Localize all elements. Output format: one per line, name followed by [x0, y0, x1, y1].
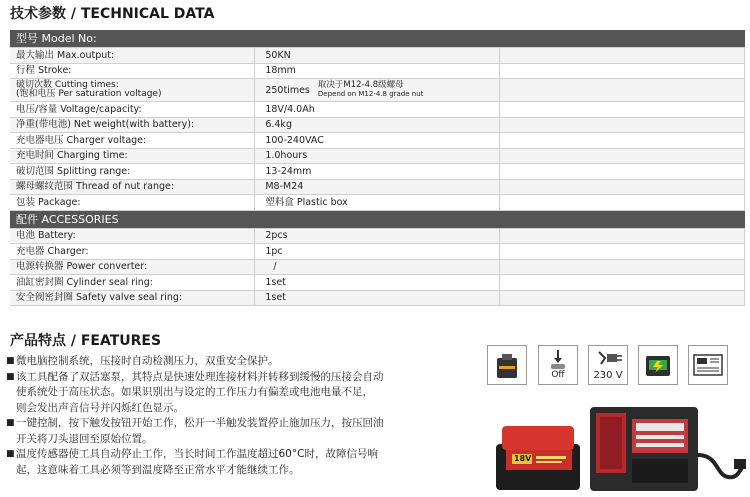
spec-value	[255, 148, 500, 164]
spec-value	[255, 48, 500, 64]
spec-value-text: 18mm	[265, 65, 296, 77]
spec-label: 电压/容量 Voltage/capacity:	[10, 102, 255, 118]
table-row	[10, 63, 745, 79]
spec-value-text: 18V/4.0Ah	[265, 103, 315, 115]
spec-empty-cell	[500, 133, 745, 149]
table-row	[10, 259, 745, 275]
accessory-value	[255, 228, 500, 244]
spec-value-text: 塑料盒 Plastic box	[265, 196, 348, 208]
spec-value	[255, 164, 500, 180]
spec-empty-cell	[500, 102, 745, 118]
feature-line: 一键控制，按下触发按钮开始工作，松开一半触发装置停止施加压力，按压回油	[16, 417, 384, 429]
spec-label	[10, 79, 255, 102]
feature-line: 该工具配备了双活塞泵，其特点是快速处理连接材料并转移到缓慢的压接会自动	[16, 370, 384, 383]
spec-label-line2: (饱和电压 Per saturation voltage)	[16, 89, 162, 99]
spec-value	[255, 133, 500, 149]
table-row	[10, 290, 745, 306]
spec-empty-cell	[500, 259, 745, 275]
accessory-label: 电源转换器 Power converter:	[10, 259, 255, 275]
spec-value	[255, 195, 500, 211]
spec-empty-cell	[500, 48, 745, 64]
table-row	[10, 102, 745, 118]
accessory-value-text: 1set	[265, 276, 286, 288]
spec-label: 最大输出 Max.output:	[10, 48, 255, 64]
spec-label: 包装 Package:	[10, 195, 255, 211]
accessory-value-text: 1set	[265, 292, 286, 304]
accessory-label: 油缸密封圈 Cylinder seal ring:	[10, 275, 255, 291]
spec-value	[255, 79, 500, 102]
features-list	[6, 354, 431, 478]
list-item	[6, 354, 431, 370]
spec-value	[255, 179, 500, 195]
spec-value	[255, 102, 500, 118]
spec-value-text: 1.0hours	[265, 150, 308, 162]
battery-voltage-label: 18V	[514, 454, 532, 463]
spec-value-text: 250times	[265, 84, 310, 96]
spec-label: 行程 Stroke:	[10, 63, 255, 79]
accessories-header-row	[10, 210, 745, 228]
feature-line: 开关将刀头退回至原始位置。	[16, 432, 153, 445]
feature-line: 则会发出声音信号并闪烁红色显示。	[16, 401, 184, 414]
spec-label: 充电时间 Charging time:	[10, 148, 255, 164]
list-item	[6, 416, 431, 447]
spec-label: 螺母螺纹范围 Thread of nut range:	[10, 179, 255, 195]
charger-image	[588, 405, 748, 493]
switch-off-label: Off	[551, 370, 565, 380]
spec-empty-cell	[500, 290, 745, 306]
list-item	[6, 370, 431, 417]
model-header-row	[10, 30, 745, 48]
table-row	[10, 195, 745, 211]
feature-line: 使系统处于高压状态。如果识别出与设定的工作压力有偏差或电池电量不足，	[16, 386, 373, 398]
spec-empty-cell	[500, 164, 745, 180]
spec-value-text: 100-240VAC	[265, 134, 324, 146]
spec-empty-cell	[500, 228, 745, 244]
accessory-value-text: 2pcs	[265, 230, 288, 242]
spec-value-text: 13-24mm	[265, 165, 312, 177]
spec-empty-cell	[500, 117, 745, 133]
accessory-label: 充电器 Charger:	[10, 244, 255, 260]
accessory-value	[255, 244, 500, 260]
spec-label-line1: 破切次数 Cutting times:	[16, 79, 119, 90]
table-row	[10, 117, 745, 133]
feature-line: 起，这意味着工具必须等到温度降至正常水平才能继续工作。	[16, 463, 300, 476]
plug-voltage-label: 230 V	[593, 370, 623, 381]
accessory-value	[255, 290, 500, 306]
spec-label: 充电器电压 Charger voltage:	[10, 133, 255, 149]
table-row	[10, 148, 745, 164]
spec-empty-cell	[500, 244, 745, 260]
spec-value	[255, 63, 500, 79]
spec-empty-cell	[500, 148, 745, 164]
spec-label: 净重(带电池) Net weight(with battery):	[10, 117, 255, 133]
bullet-icon: ■	[6, 356, 15, 366]
accessory-label: 安全阀密封圈 Safety valve seal ring:	[10, 290, 255, 306]
accessory-label: 电池 Battery:	[10, 228, 255, 244]
spec-empty-cell	[500, 195, 745, 211]
feature-icons	[487, 345, 745, 385]
list-item	[6, 447, 431, 478]
accessories-header-cell: 配件 ACCESSORIES	[10, 210, 745, 228]
plug-230v-icon	[588, 345, 628, 385]
feature-line: 微电脑控制系统，压接时自动检测压力，双重安全保护。	[16, 355, 279, 367]
charger-display-icon	[688, 345, 728, 385]
bullet-icon: ■	[6, 371, 15, 382]
accessory-value-text: /	[273, 261, 277, 273]
spec-empty-cell	[500, 275, 745, 291]
spec-value	[255, 117, 500, 133]
table-row	[10, 133, 745, 149]
spec-value-text: M8-M24	[265, 181, 304, 193]
battery-pack-icon	[487, 345, 527, 385]
table-row	[10, 48, 745, 64]
table-row	[10, 228, 745, 244]
bullet-icon: ■	[6, 418, 15, 428]
spec-empty-cell	[500, 179, 745, 195]
spec-value-text: 50KN	[265, 49, 291, 61]
spec-note-line2: Depend on M12-4.8 grade nut	[317, 90, 424, 98]
features-title: 产品特点 / FEATURES	[10, 333, 162, 349]
table-row	[10, 164, 745, 180]
switch-off-icon	[538, 345, 578, 385]
battery-image	[492, 418, 584, 492]
accessory-value	[255, 259, 500, 275]
accessory-value-text: 1pc	[265, 245, 283, 257]
table-row	[10, 244, 745, 260]
feature-line: 温度传感器使工具自动停止工作，当长时间工作温度超过60°C时，故障信号响	[16, 448, 378, 460]
spec-label: 破切范围 Splitting range:	[10, 164, 255, 180]
model-header-cell: 型号 Model No:	[10, 30, 745, 48]
table-row	[10, 275, 745, 291]
tech-data-title: 技术参数 / TECHNICAL DATA	[10, 6, 215, 22]
spec-table	[10, 30, 745, 306]
table-row	[10, 79, 745, 102]
spec-empty-cell	[500, 79, 745, 102]
spec-value-text: 6.4kg	[265, 119, 292, 131]
table-row	[10, 179, 745, 195]
spec-note-line1: 取决于M12-4.8级螺母	[317, 79, 404, 90]
spec-empty-cell	[500, 63, 745, 79]
bullet-icon: ■	[6, 449, 15, 459]
battery-charge-icon	[638, 345, 678, 385]
accessory-value	[255, 275, 500, 291]
